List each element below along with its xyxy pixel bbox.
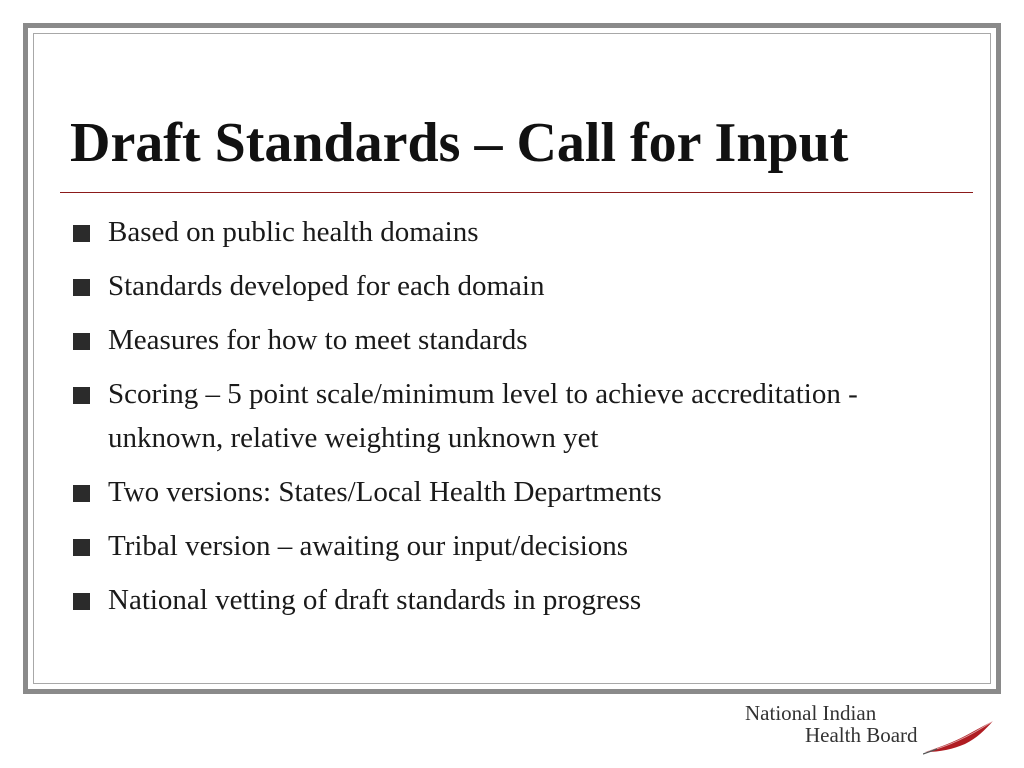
bullet-text: Based on public health domains (108, 216, 479, 248)
square-bullet-icon (73, 593, 90, 610)
bullet-text: Measures for how to meet standards (108, 324, 528, 356)
title-divider (60, 192, 973, 193)
bullet-text: Two versions: States/Local Health Departments (108, 476, 662, 508)
bullet-text: Standards developed for each domain (108, 270, 545, 302)
bullet-item (70, 524, 970, 568)
bullet-item (70, 470, 970, 514)
bullet-item (70, 318, 970, 362)
square-bullet-icon (73, 279, 90, 296)
bullet-item (70, 578, 970, 622)
bullet-list (70, 210, 970, 622)
slide-title: Draft Standards – Call for Input (70, 112, 849, 174)
bullet-text: Tribal version – awaiting our input/decisions (108, 530, 629, 562)
bullet-item (70, 210, 970, 254)
square-bullet-icon (73, 225, 90, 242)
feather-icon (923, 718, 995, 756)
square-bullet-icon (73, 485, 90, 502)
bullet-item (70, 372, 970, 460)
square-bullet-icon (73, 333, 90, 350)
square-bullet-icon (73, 539, 90, 556)
bullet-text: Scoring – 5 point scale/minimum level to achieve accreditation - unknown, relative weighting unknown yet (108, 378, 858, 454)
logo-text-line2: Health Board (805, 723, 918, 747)
nihb-logo (745, 700, 1005, 760)
bullet-item (70, 264, 970, 308)
square-bullet-icon (73, 387, 90, 404)
bullet-text: National vetting of draft standards in progress (108, 584, 642, 616)
logo-text-line1: National Indian (745, 701, 877, 725)
